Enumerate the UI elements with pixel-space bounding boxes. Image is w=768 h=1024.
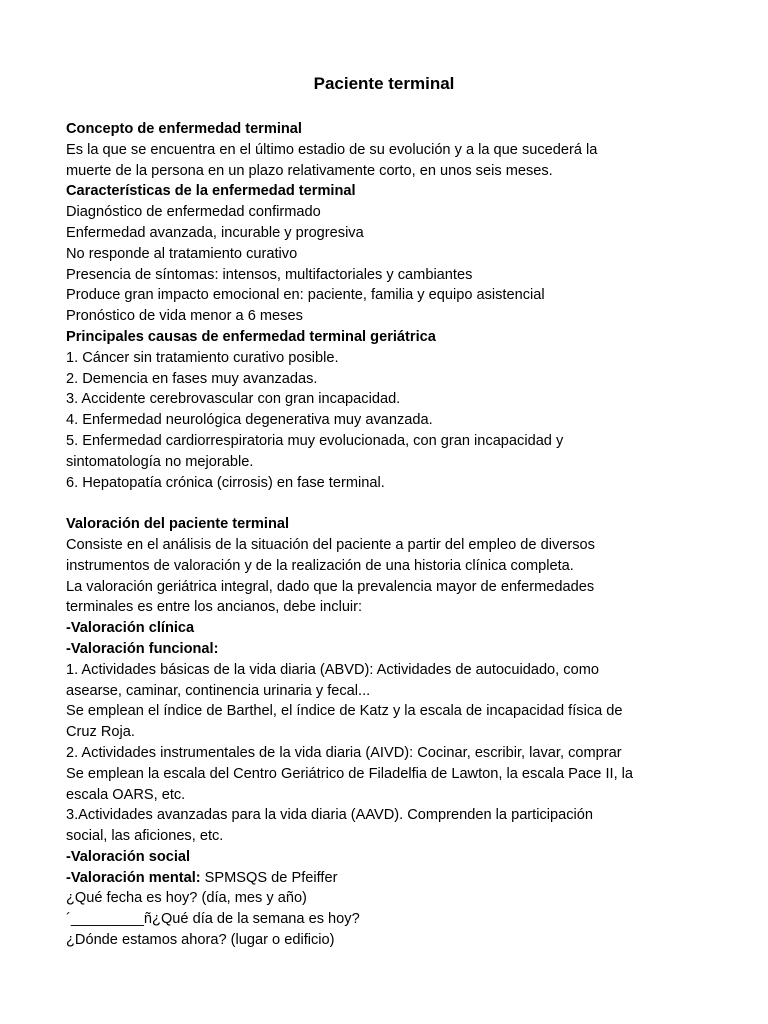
document-title: Paciente terminal — [313, 74, 455, 93]
subheading-valoracion-funcional: -Valoración funcional: — [66, 640, 219, 657]
list-item: Pronóstico de vida menor a 6 meses — [66, 308, 303, 325]
paragraph-line: 3.Actividades avanzadas para la vida diaria (AAVD). Comprenden la participación — [66, 807, 594, 824]
paragraph-line: Es la que se encuentra en el último estadio de su evolución y a la que sucederá la — [66, 141, 598, 158]
paragraph-spacer — [66, 493, 716, 514]
section-heading-caracteristicas: Características de la enfermedad terminal — [66, 183, 356, 200]
question-line: ¿Qué fecha es hoy? (día, mes y año) — [66, 890, 307, 907]
paragraph-line: 2. Actividades instrumentales de la vida diaria (AIVD): Cocinar, escribir, lavar, comprar — [66, 744, 622, 761]
question-line: ¿Dónde estamos ahora? (lugar o edificio) — [66, 932, 335, 949]
list-item: Presencia de síntomas: intensos, multifactoriales y cambiantes — [66, 266, 473, 283]
section-heading-valoracion: Valoración del paciente terminal — [66, 516, 290, 533]
mental-line — [66, 868, 716, 889]
list-item: Produce gran impacto emocional en: paciente, familia y equipo asistencial — [66, 287, 545, 304]
paragraph-line: Consiste en el análisis de la situación del paciente a partir del empleo de diversos — [66, 536, 595, 553]
list-item: 6. Hepatopatía crónica (cirrosis) en fase terminal. — [66, 474, 385, 491]
list-item: No responde al tratamiento curativo — [66, 245, 298, 262]
paragraph-line: Se emplean el índice de Barthel, el índice de Katz y la escala de incapacidad física de — [66, 703, 623, 720]
paragraph-line: muerte de la persona en un plazo relativamente corto, en unos seis meses. — [66, 162, 553, 179]
paragraph-line: Se emplean la escala del Centro Geriátrico de Filadelfia de Lawton, la escala Pace II, la — [66, 765, 634, 782]
mental-test-name: SPMSQS de Pfeiffer — [200, 869, 338, 886]
section-heading-causas: Principales causas de enfermedad terminal geriátrica — [66, 328, 436, 345]
list-item: 4. Enfermedad neurológica degenerativa muy avanzada. — [66, 412, 433, 429]
list-item: Enfermedad avanzada, incurable y progresiva — [66, 224, 364, 241]
subheading-valoracion-social: -Valoración social — [66, 848, 191, 865]
paragraph-line: social, las aficiones, etc. — [66, 828, 224, 845]
subheading-valoracion-mental: -Valoración mental: — [66, 869, 201, 886]
paragraph-line: escala OARS, etc. — [66, 786, 186, 803]
list-item: 3. Accidente cerebrovascular con gran incapacidad. — [66, 391, 401, 408]
paragraph-line: La valoración geriátrica integral, dado que la prevalencia mayor de enfermedades — [66, 578, 595, 595]
subheading-valoracion-clinica: -Valoración clínica — [66, 620, 195, 637]
list-item: 5. Enfermedad cardiorrespiratoria muy evolucionada, con gran incapacidad y — [66, 432, 564, 449]
document-body — [66, 119, 716, 951]
list-item: Diagnóstico de enfermedad confirmado — [66, 204, 321, 221]
paragraph-line: asearse, caminar, continencia urinaria y fecal... — [66, 682, 371, 699]
list-item: 2. Demencia en fases muy avanzadas. — [66, 370, 318, 387]
question-line: ´_________ñ¿Qué día de la semana es hoy? — [66, 911, 360, 928]
section-heading-concepto: Concepto de enfermedad terminal — [66, 121, 302, 137]
paragraph-line: terminales es entre los ancianos, debe incluir: — [66, 599, 363, 616]
paragraph-line: instrumentos de valoración y de la realización de una historia clínica completa. — [66, 557, 574, 574]
list-item-continuation: sintomatología no mejorable. — [66, 453, 254, 470]
paragraph-line: 1. Actividades básicas de la vida diaria (ABVD): Actividades de autocuidado, como — [66, 661, 599, 678]
paragraph-line: Cruz Roja. — [66, 724, 135, 741]
list-item: 1. Cáncer sin tratamiento curativo posible. — [66, 349, 339, 366]
